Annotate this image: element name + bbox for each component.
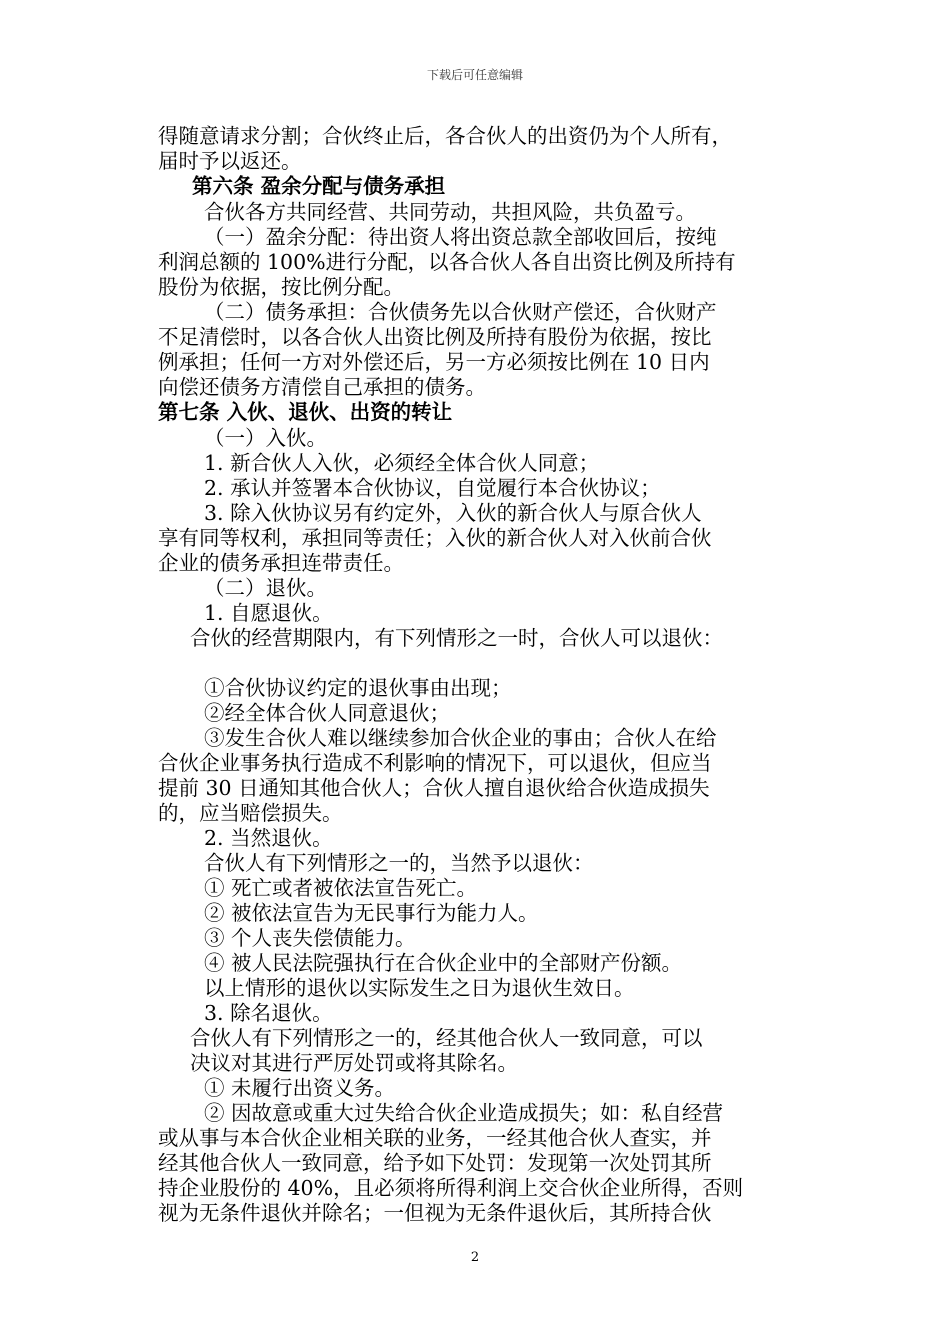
paragraph-line: 1. 新合伙人入伙，必须经全体合伙人同意； xyxy=(204,451,600,475)
paragraph-line: 视为无条件退伙并除名；一但视为无条件退伙后，其所持合伙 xyxy=(158,1201,712,1225)
paragraph-line: 届时予以返还。 xyxy=(158,149,302,173)
paragraph-line: ③ 个人丧失偿债能力。 xyxy=(204,926,416,950)
paragraph-line: 合伙的经营期限内，有下列情形之一时，合伙人可以退伙： xyxy=(190,626,723,650)
paragraph-line: ① 未履行出资义务。 xyxy=(204,1076,396,1100)
paragraph-line: （一）入伙。 xyxy=(204,426,327,450)
paragraph-line: 的，应当赔偿损失。 xyxy=(158,801,343,825)
paragraph-line: 2. 承认并签署本合伙协议，自觉履行本合伙协议； xyxy=(204,476,661,500)
paragraph-line: 2. 当然退伙。 xyxy=(204,826,333,850)
paragraph-line: ② 被依法宣告为无民事行为能力人。 xyxy=(204,901,539,925)
paragraph-line: ①合伙协议约定的退伙事由出现； xyxy=(204,676,512,700)
paragraph-line: ④ 被人民法院强执行在合伙企业中的全部财产份额。 xyxy=(204,951,683,975)
paragraph-line: 股份为依据，按比例分配。 xyxy=(158,275,404,299)
paragraph-line: 3. 除入伙协议另有约定外，入伙的新合伙人与原合伙人 xyxy=(204,501,702,525)
paragraph-line: 企业的债务承担连带责任。 xyxy=(158,551,404,575)
paragraph-line: 提前 30 日通知其他合伙人；合伙人擅自退伙给合伙造成损失 xyxy=(158,776,710,800)
paragraph-line: 利润总额的 100%进行分配，以各合伙人各自出资比例及所持有 xyxy=(158,250,736,274)
paragraph-line: 合伙人有下列情形之一的，当然予以退伙： xyxy=(204,851,594,875)
paragraph-line: （二）债务承担：合伙债务先以合伙财产偿还，合伙财产 xyxy=(204,300,717,324)
section-heading-article-7: 第七条 入伙、退伙、出资的转让 xyxy=(158,400,453,424)
paragraph-line: 1. 自愿退伙。 xyxy=(204,601,333,625)
paragraph-line: 向偿还债务方清偿自己承担的债务。 xyxy=(158,375,486,399)
paragraph-line: （一）盈余分配：待出资人将出资总款全部收回后，按纯 xyxy=(204,225,717,249)
section-heading-article-6: 第六条 盈余分配与债务承担 xyxy=(192,174,446,198)
paragraph-line: 以上情形的退伙以实际发生之日为退伙生效日。 xyxy=(204,976,635,1000)
page-header: 下载后可任意编辑 xyxy=(426,68,523,82)
paragraph-line: （二）退伙。 xyxy=(204,576,327,600)
paragraph-line: 得随意请求分割；合伙终止后，各合伙人的出资仍为个人所有， xyxy=(158,124,732,148)
paragraph-line: 持企业股份的 40%，且必须将所得利润上交合伙企业所得，否则 xyxy=(158,1176,744,1200)
paragraph-line: 例承担；任何一方对外偿还后，另一方必须按比例在 10 日内 xyxy=(158,350,710,374)
paragraph-line: 不足清偿时，以各合伙人出资比例及所持有股份为依据，按比 xyxy=(158,325,712,349)
paragraph-line: ① 死亡或者被依法宣告死亡。 xyxy=(204,876,478,900)
paragraph-line: 合伙各方共同经营、共同劳动，共担风险，共负盈亏。 xyxy=(204,200,696,224)
page-number: 2 xyxy=(470,1250,480,1265)
paragraph-line: 合伙人有下列情形之一的，经其他合伙人一致同意，可以 xyxy=(190,1026,703,1050)
paragraph-line: 或从事与本合伙企业相关联的业务，一经其他合伙人查实，并 xyxy=(158,1126,712,1150)
paragraph-line: ③发生合伙人难以继续参加合伙企业的事由；合伙人在给 xyxy=(204,726,717,750)
paragraph-line: 合伙企业事务执行造成不利影响的情况下，可以退伙，但应当 xyxy=(158,751,712,775)
paragraph-line: ② 因故意或重大过失给合伙企业造成损失；如：私自经营 xyxy=(204,1101,724,1125)
paragraph-line: ②经全体合伙人同意退伙； xyxy=(204,701,450,725)
paragraph-line: 享有同等权利，承担同等责任；入伙的新合伙人对入伙前合伙 xyxy=(158,526,712,550)
paragraph-line: 决议对其进行严厉处罚或将其除名。 xyxy=(190,1051,518,1075)
paragraph-line: 经其他合伙人一致同意，给予如下处罚：发现第一次处罚其所 xyxy=(158,1151,712,1175)
paragraph-line: 3. 除名退伙。 xyxy=(204,1001,333,1025)
